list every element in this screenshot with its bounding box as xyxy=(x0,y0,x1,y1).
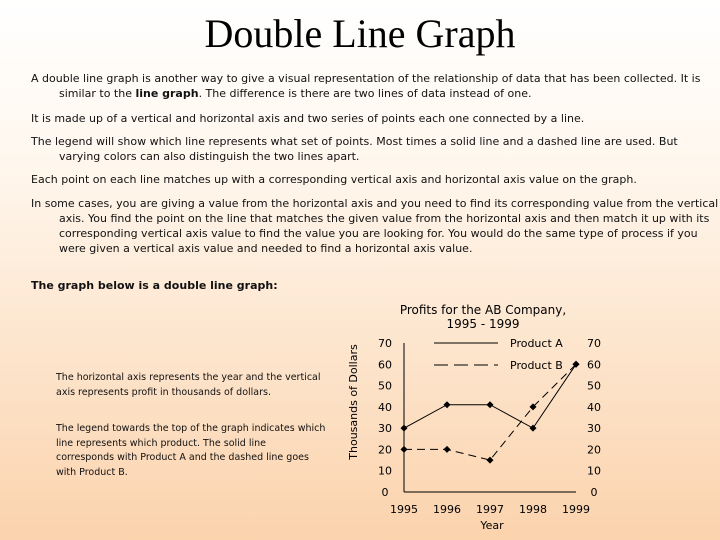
legend-label-product-b: Product B xyxy=(510,359,563,372)
structure-paragraph: It is made up of a vertical and horizontal axis and two series of points each one connected by a line. xyxy=(31,112,585,125)
y-axis-label: Thousands of Dollars xyxy=(347,344,360,460)
x-axis-label: Year xyxy=(480,519,504,532)
page-title: Double Line Graph xyxy=(204,11,516,56)
data-point xyxy=(487,401,494,408)
y-tick-label-right: 10 xyxy=(587,464,601,478)
data-point xyxy=(401,446,408,453)
chart-title-line1: Profits for the AB Company, xyxy=(399,303,567,317)
y-tick-label-right: 70 xyxy=(587,337,601,350)
y-tick-label-left: 10 xyxy=(378,464,392,478)
series-line-product-b xyxy=(404,364,576,460)
axis-description: The horizontal axis represents the year and the vertical axis represents profit in thousands of dollars. xyxy=(56,372,321,398)
y-tick-label-left: 0 xyxy=(381,486,389,499)
y-tick-label-left: 60 xyxy=(378,358,392,372)
chart-title-line2: 1995 - 1999 xyxy=(446,317,520,331)
y-tick-label-left: 40 xyxy=(378,400,392,414)
y-tick-label-right: 0 xyxy=(590,486,598,499)
y-tick-label-left: 50 xyxy=(378,379,392,393)
y-tick-label-left: 70 xyxy=(378,337,392,350)
y-tick-label-right: 50 xyxy=(587,379,601,393)
x-tick-label: 1999 xyxy=(562,503,590,516)
x-tick-label: 1997 xyxy=(476,503,504,516)
x-tick-label: 1996 xyxy=(433,503,461,516)
legend-description: The legend towards the top of the graph indicates which line represents which product. The solid line corresponds with Product A and the dashed line goes with Product B. xyxy=(56,423,326,478)
points-paragraph: Each point on each line matches up with a corresponding vertical axis and horizontal axis value on the graph. xyxy=(31,173,637,186)
y-tick-label-right: 20 xyxy=(587,443,601,457)
y-tick-label-left: 20 xyxy=(378,443,392,457)
data-point xyxy=(487,457,494,464)
x-tick-label: 1995 xyxy=(390,503,418,516)
y-tick-label-right: 40 xyxy=(587,400,601,414)
x-tick-label: 1998 xyxy=(519,503,547,516)
line-graph-term: line graph xyxy=(135,87,199,100)
data-point xyxy=(530,425,537,432)
y-tick-label-right: 60 xyxy=(587,358,601,372)
graph-intro: The graph below is a double line graph: xyxy=(31,279,278,292)
y-tick-label-left: 30 xyxy=(378,422,392,436)
y-tick-label-right: 30 xyxy=(587,422,601,436)
data-point xyxy=(444,446,451,453)
series-line-product-a xyxy=(404,364,576,428)
data-point xyxy=(401,425,408,432)
intro-text-end: . The difference is there are two lines of data instead of one. xyxy=(198,87,532,100)
data-point xyxy=(444,401,451,408)
reading-paragraph: In some cases, you are giving a value from the horizontal axis and you need to find its corresponding value from the vertical axis. You find the point on the line that matches the given value from the horizontal axis and then match it up with its corresponding vertical axis value to find the value you are looking for. You would do the same type of process if you were given a vertical axis value and needed to find a horizontal axis value. xyxy=(31,197,719,255)
legend-label-product-a: Product A xyxy=(510,337,563,350)
intro-text-start: A double line graph is another way to give a visual representation of the relationship of data that has been collected. It is similar to the xyxy=(31,72,701,100)
legend-paragraph: The legend will show which line represents what set of points. Most times a solid line and a dashed line are used. But varying colors can also distinguish the two lines apart. xyxy=(31,135,678,163)
